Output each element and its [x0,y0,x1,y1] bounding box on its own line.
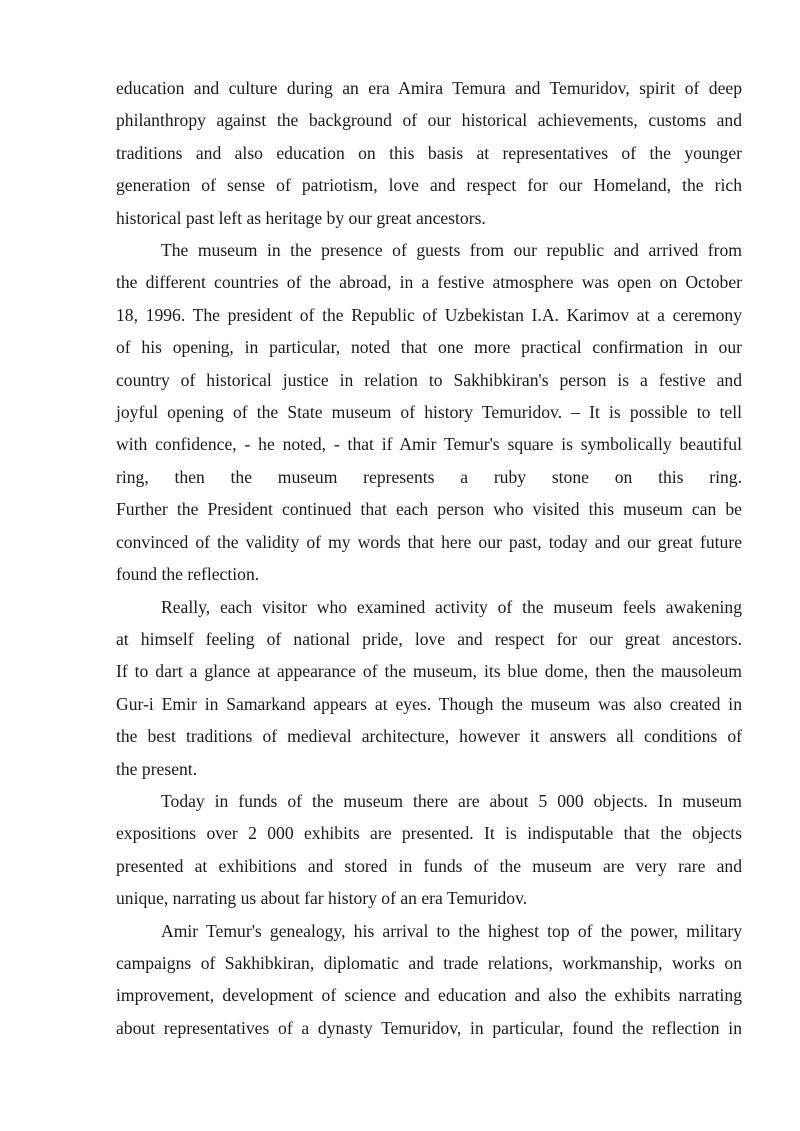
text-line: found the reflection. [116,564,260,585]
text-line: 18, 1996. The president of the Republic of Uzbekistan I.A. Karimov at a ceremony [116,304,742,325]
text-line: at himself feeling of national pride, love and respect for our great ancestors. [116,628,742,649]
text-line: Today in funds of the museum there are about 5 000 objects. In museum [161,790,742,811]
text-line: ring, then the museum represents a ruby stone on this ring. [116,466,742,487]
text-line: Really, each visitor who examined activity of the museum feels awakening [161,596,742,617]
paragraph-5 [116,915,742,1045]
text-line: with confidence, - he noted, - that if Amir Temur's square is symbolically beautiful [116,434,742,455]
paragraph-2 [116,234,742,590]
text-line: improvement, development of science and education and also the exhibits narrating [116,985,742,1006]
text-line: about representatives of a dynasty Temuridov, in particular, found the reflection in [116,1017,742,1038]
text-line: expositions over 2 000 exhibits are presented. It is indisputable that the objects [116,823,742,844]
text-line: the present. [116,758,198,779]
text-line: generation of sense of patriotism, love and respect for our Homeland, the rich [116,175,742,196]
text-line: Gur-i Emir in Samarkand appears at eyes. Though the museum was also created in [116,693,742,714]
text-line: traditions and also education on this basis at representatives of the younger [116,142,742,163]
text-line: the different countries of the abroad, in a festive atmosphere was open on October [116,272,742,293]
text-line: campaigns of Sakhibkiran, diplomatic and trade relations, workmanship, works on [116,952,742,973]
text-line: of his opening, in particular, noted that one more practical confirmation in our [116,337,742,358]
paragraph-4 [116,785,742,915]
paragraph-1 [116,72,742,234]
text-line: country of historical justice in relation to Sakhibkiran's person is a festive and [116,369,742,390]
text-line: joyful opening of the State museum of history Temuridov. – It is possible to tell [116,402,742,423]
text-line: Amir Temur's genealogy, his arrival to the highest top of the power, military [161,920,742,941]
text-line: convinced of the validity of my words that here our past, today and our great future [116,531,742,552]
text-line: education and culture during an era Amira Temura and Temuridov, spirit of deep [116,78,742,98]
text-line: The museum in the presence of guests from our republic and arrived from [161,240,742,261]
text-line: presented at exhibitions and stored in funds of the museum are very rare and [116,855,742,876]
paragraph-3 [116,591,742,785]
text-line: philanthropy against the background of our historical achievements, customs and [116,110,742,131]
text-line: unique, narrating us about far history of an era Temuridov. [116,888,528,909]
text-line: Further the President continued that each person who visited this museum can be [116,499,742,520]
text-line: the best traditions of medieval architecture, however it answers all conditions of [116,726,742,747]
text-line: If to dart a glance at appearance of the museum, its blue dome, then the mausoleum [116,661,742,682]
text-line: historical past left as heritage by our great ancestors. [116,207,486,228]
document-page [116,72,742,1044]
